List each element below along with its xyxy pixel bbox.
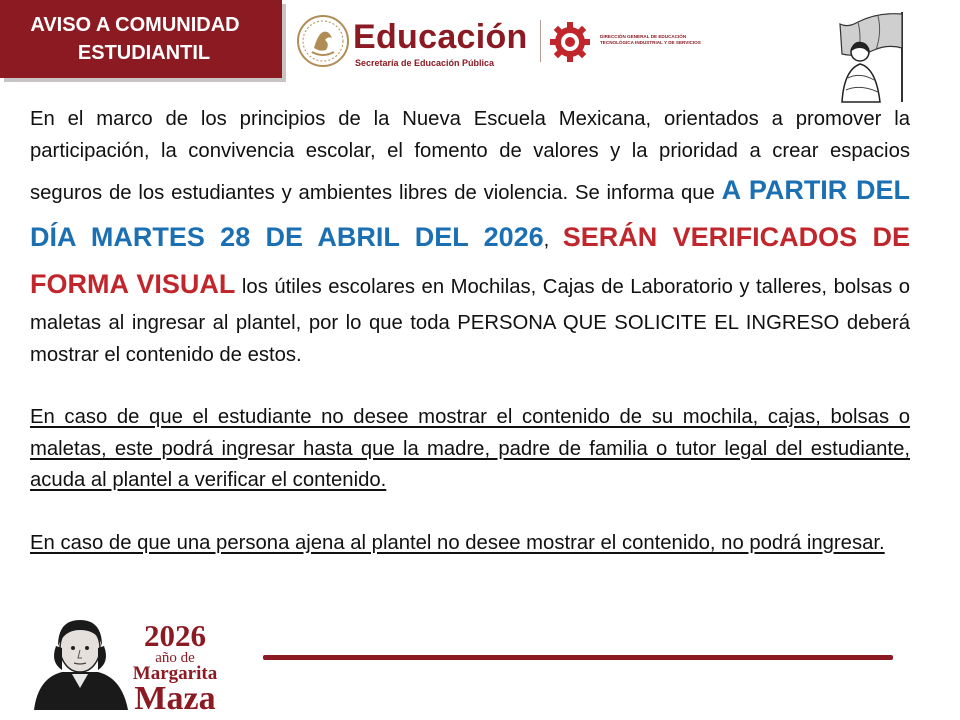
comma-separator: , xyxy=(543,229,563,251)
verification-highlight: SERÁN VERIFICADOS DE FORMA VISUAL xyxy=(30,222,910,299)
banner-line-1: AVISO A COMUNIDAD xyxy=(30,14,240,36)
first-name: Margarita xyxy=(132,663,218,684)
sep-subtitle: Secretaría de Educación Pública xyxy=(355,58,495,68)
intro-text: En el marco de los principios de la Nueva Escuela Mexicana, orientados a promover la participación, la convivencia escolar, el fomento de valores y la prioridad a crear espacios seguros de los estudiantes y ambientes libres de violencia. Se informa que xyxy=(30,108,910,204)
dgeti-gear-logo-icon xyxy=(548,20,592,64)
last-name: Maza xyxy=(134,680,216,717)
paragraph-outsider: En caso de que una persona ajena al plantel no desee mostrar el contenido, no podrá ingresar. xyxy=(30,531,885,554)
notice-banner xyxy=(0,0,282,78)
margarita-maza-portrait-icon xyxy=(28,612,132,710)
dgeti-text: DIRECCIÓN GENERAL DE EDUCACIÓN TECNOLÓGICA INDUSTRIAL Y DE SERVICIOS xyxy=(600,34,701,45)
notice-body xyxy=(30,104,910,559)
banner-line-2: ESTUDIANTIL xyxy=(77,42,211,64)
paragraph-student: En caso de que el estudiante no desee mostrar el contenido de su mochila, cajas, bolsas o maletas, este podrá ingresar hasta que la madre, padre de familia o tutor legal del estudiante, acuda al plantel a verificar el contenido. xyxy=(30,406,910,491)
date-highlight: A PARTIR DEL DÍA MARTES 28 DE ABRIL DEL 2026 xyxy=(30,175,910,252)
mexican-coat-of-arms-icon xyxy=(296,14,350,68)
rest-text: los útiles escolares en Mochilas, Cajas de Laboratorio y talleres, bolsas o maletas al ingresar al plantel, por lo que toda PERSONA QUE SOLICITE EL INGRESO deberá mostrar el contenido de estos. xyxy=(30,276,911,366)
woman-with-flag-illustration-icon xyxy=(818,8,914,104)
education-title: Educación xyxy=(353,18,528,56)
footer-rule xyxy=(263,655,893,660)
logo-divider xyxy=(540,20,541,62)
year-of-label: año de xyxy=(155,650,195,666)
paragraph-main xyxy=(30,104,910,371)
sep-logo xyxy=(296,14,701,72)
year-of-margarita-maza xyxy=(132,620,218,715)
year-number: 2026 xyxy=(144,618,206,653)
